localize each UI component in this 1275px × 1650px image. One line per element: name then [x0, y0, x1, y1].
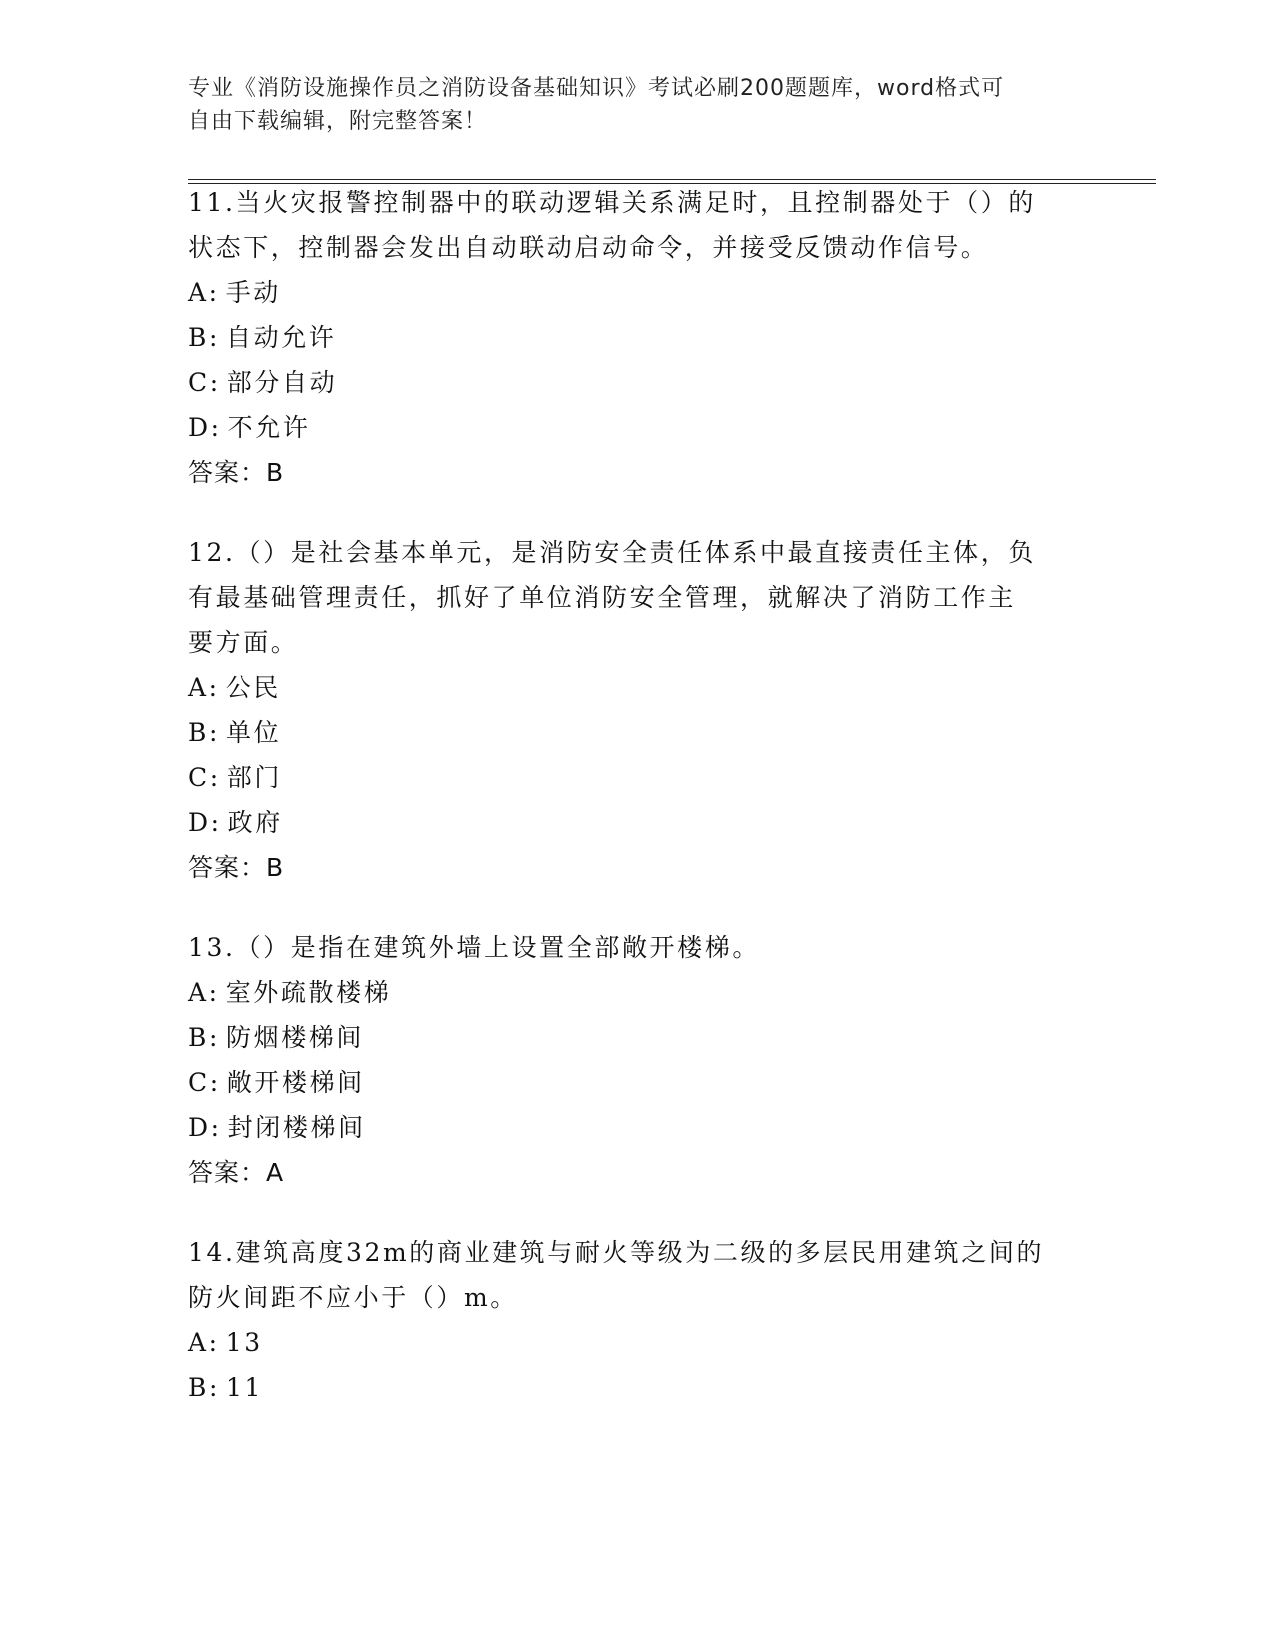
- question-stem-line: 有最基础管理责任，抓好了单位消防安全管理，就解决了消防工作主: [188, 583, 1017, 612]
- question-stem-line: 12.（）是社会基本单元，是消防安全责任体系中最直接责任主体，负: [188, 538, 1036, 567]
- question-stem-line: 状态下，控制器会发出自动联动启动命令，并接受反馈动作信号。: [188, 233, 989, 262]
- question-stem-line: 13.（）是指在建筑外墙上设置全部敞开楼梯。: [188, 933, 760, 962]
- question-13: [188, 925, 1078, 1195]
- header-line-2: 自由下载编辑，附完整答案！: [188, 109, 488, 134]
- document-header: [188, 72, 1088, 138]
- question-11: [188, 180, 1078, 495]
- option-a: A: 室外疏散楼梯: [188, 978, 392, 1007]
- option-b: B: 11: [188, 1373, 264, 1402]
- option-c: C: 部分自动: [188, 368, 338, 397]
- question-14: [188, 1230, 1078, 1410]
- option-a: A: 手动: [188, 278, 281, 307]
- question-stem-line: 14.建筑高度32m的商业建筑与耐火等级为二级的多层民用建筑之间的: [188, 1238, 1045, 1267]
- header-line-1: 专业《消防设施操作员之消防设备基础知识》考试必刷200题题库，word格式可: [188, 76, 1005, 101]
- question-stem-line: 11.当火灾报警控制器中的联动逻辑关系满足时，且控制器处于（）的: [188, 188, 1036, 217]
- option-d: D: 封闭楼梯间: [188, 1113, 366, 1142]
- question-12: [188, 530, 1078, 890]
- option-c: C: 部门: [188, 763, 282, 792]
- option-c: C: 敞开楼梯间: [188, 1068, 365, 1097]
- question-stem-line: 防火间距不应小于（）m。: [188, 1283, 518, 1312]
- question-stem-line: 要方面。: [188, 628, 299, 657]
- option-d: D: 政府: [188, 808, 283, 837]
- option-a: A: 公民: [188, 673, 281, 702]
- answer: 答案：A: [188, 1158, 285, 1187]
- answer: 答案：B: [188, 853, 285, 882]
- option-a: A: 13: [188, 1328, 263, 1357]
- option-b: B: 防烟楼梯间: [188, 1023, 365, 1052]
- option-b: B: 自动允许: [188, 323, 337, 352]
- answer: 答案：B: [188, 458, 285, 487]
- option-b: B: 单位: [188, 718, 282, 747]
- option-d: D: 不允许: [188, 413, 311, 442]
